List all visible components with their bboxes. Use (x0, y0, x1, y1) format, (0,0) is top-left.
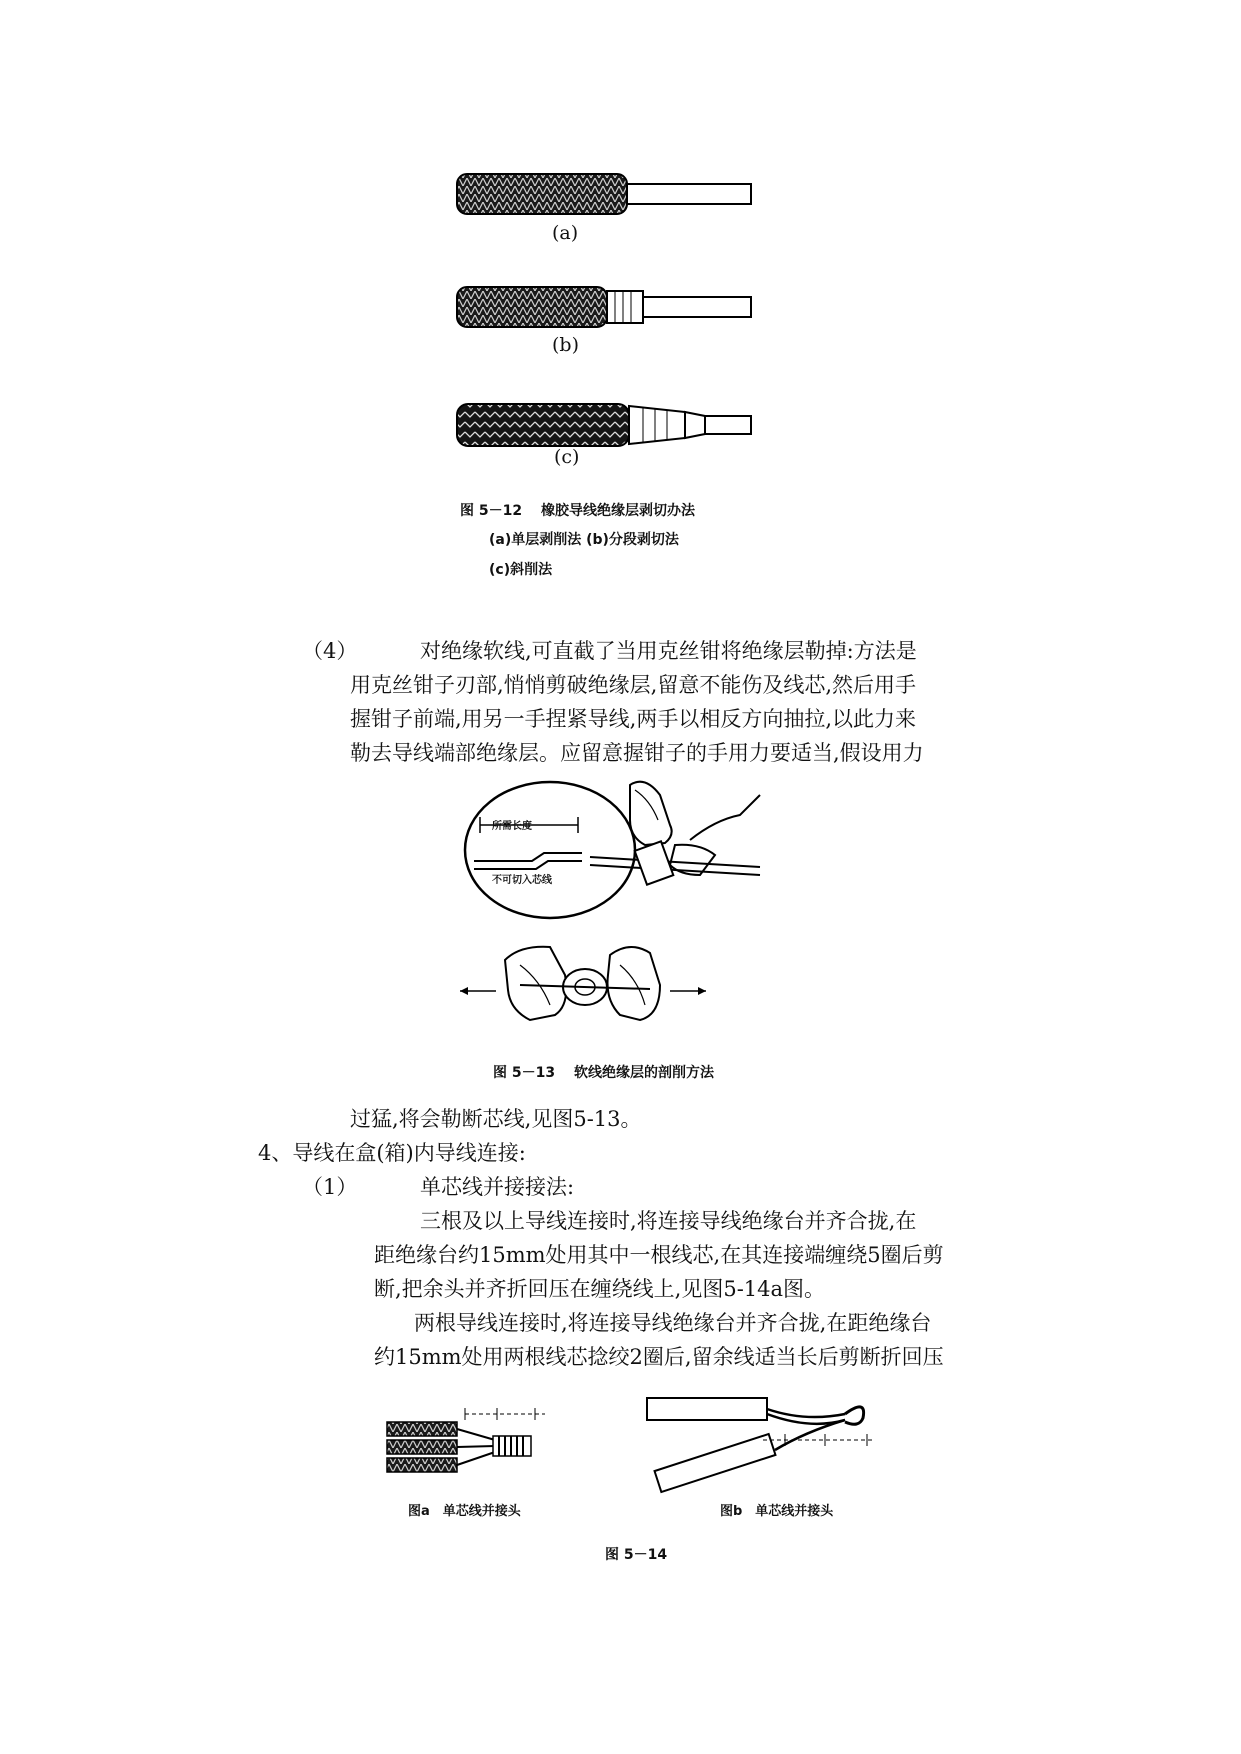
wire-a-illustration (455, 170, 755, 218)
inset-length-label: 所需长度 (492, 821, 532, 832)
p1-line1: 三根及以上导线连接时,将连接导线绝缘台并齐合拢,在 (420, 1209, 917, 1233)
splice-a-illustration (385, 1400, 555, 1480)
p1-line3: 断,把余头并齐折回压在缠绕线上,见图5-14a图。 (374, 1277, 826, 1301)
figure-label-c: (c) (554, 446, 580, 468)
figure-5-12-caption-line3: (c)斜削法 (489, 562, 553, 578)
item1-title: 单芯线并接接法: (420, 1175, 575, 1199)
p2-line2: 约15mm处用两根线芯捻绞2圈后,留余线适当长后剪断折回压 (374, 1345, 944, 1369)
figure-5-13-caption: 图 5－13 软线绝缘层的剖削方法 (493, 1065, 714, 1081)
p2-line1: 两根导线连接时,将连接导线绝缘台并齐合拢,在距绝缘台 (414, 1311, 932, 1335)
splice-b-illustration (645, 1392, 895, 1502)
para4-line4: 勒去导线端部绝缘层。应留意握钳子的手用力要适当,假设用力 (350, 741, 924, 765)
para4-line5: 过猛,将会勒断芯线,见图5-13。 (350, 1107, 642, 1131)
figure-5-14b-caption: 图b 单芯线并接头 (720, 1504, 834, 1519)
figure-5-12-caption-line2: (a)单层剥削法 (b)分段剥切法 (489, 532, 679, 548)
figure-5-14-caption: 图 5－14 (605, 1547, 668, 1563)
figure-label-a: (a) (552, 222, 579, 244)
figure-label-b: (b) (552, 334, 579, 356)
section4-heading: 4、导线在盒(箱)内导线连接: (258, 1141, 526, 1165)
inset-note-label: 不可切入芯线 (492, 875, 552, 886)
wire-c-illustration (455, 400, 755, 450)
para4-number: （4） (302, 639, 358, 663)
p1-line2: 距绝缘台约15mm处用其中一根线芯,在其连接端缠绕5圈后剪 (374, 1243, 944, 1267)
item1-number: （1） (302, 1175, 358, 1199)
wire-b-illustration (455, 283, 755, 331)
para4-line2: 用克丝钳子刃部,悄悄剪破绝缘层,留意不能伤及线芯,然后用手 (350, 673, 917, 697)
para4-line3: 握钳子前端,用另一手捏紧导线,两手以相反方向抽拉,以此力来 (350, 707, 917, 731)
figure-5-12-caption-line1: 图 5－12 橡胶导线绝缘层剥切办法 (460, 503, 695, 519)
figure-5-14a-caption: 图a 单芯线并接头 (408, 1504, 521, 1519)
para4-line1: 对绝缘软线,可直截了当用克丝钳将绝缘层勒掉:方法是 (420, 639, 917, 663)
